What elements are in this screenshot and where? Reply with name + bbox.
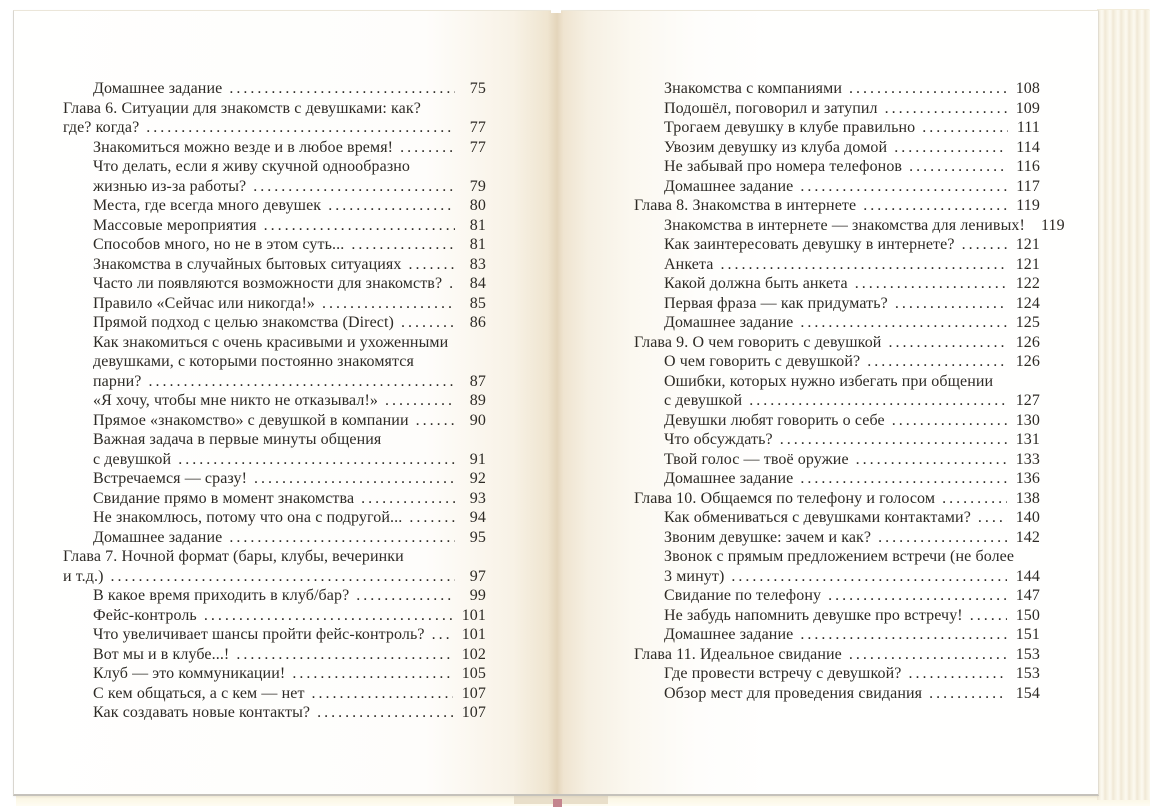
toc-page-number: 153: [1015, 645, 1040, 663]
toc-page-number: 144: [1015, 567, 1040, 585]
toc-entry-text: 3 минут): [664, 567, 725, 585]
toc-page-number: 130: [1015, 411, 1040, 429]
dot-leader: [849, 79, 1007, 99]
toc-page-number: 99: [469, 587, 486, 604]
toc-line-chapter: [634, 645, 1040, 665]
toc-line-subsection: [63, 216, 486, 236]
toc-page-number: 94: [469, 509, 486, 526]
toc-line-chapter: [63, 118, 486, 138]
toc-entry-text: Домашнее задание: [664, 626, 794, 643]
toc-line-subsection: [634, 294, 1040, 314]
toc-entry-text: Как обмениваться с девушками контактами?: [664, 509, 971, 526]
toc-entry-text: Домашнее задание: [93, 528, 223, 546]
toc-line-subsection: [634, 586, 1040, 606]
toc-line-subsection: [634, 157, 1040, 177]
dot-leader: [361, 489, 455, 509]
toc-entry-text: Фейс-контроль: [93, 606, 197, 624]
toc-page-number: 126: [1015, 333, 1040, 351]
toc-line-subsection: [634, 547, 1040, 567]
toc-page-number: 107: [461, 684, 486, 702]
toc-line-subsection: [63, 255, 486, 275]
toc-page-number: 108: [1015, 80, 1040, 97]
toc-page-number: 97: [469, 567, 486, 585]
toc-entry-text: Глава 9. О чем говорить с девушкой: [634, 333, 882, 351]
dot-leader: [749, 391, 1006, 411]
dot-leader: [885, 99, 1007, 119]
toc-entry-text: Как заинтересовать девушку в интернете?: [664, 236, 955, 253]
toc-entry-text: В какое время приходить в клуб/бар?: [93, 587, 350, 604]
dot-leader: [236, 645, 452, 665]
dot-leader: [800, 313, 1006, 333]
dot-leader: [895, 294, 1007, 314]
toc-line-subsection: [63, 313, 486, 333]
toc-page-number: 89: [469, 392, 486, 409]
toc-line-subsection: [634, 528, 1040, 548]
toc-page-number: 116: [1016, 158, 1040, 175]
toc-page-number: 153: [1015, 665, 1040, 682]
toc-page-number: 93: [469, 489, 486, 507]
toc-entry-text: Важная задача в первые минуты общения: [93, 431, 382, 448]
toc-page-number: 147: [1015, 587, 1040, 604]
toc-page-number: 81: [469, 216, 486, 234]
toc-entry-text: жизнью из-за работы?: [93, 177, 247, 195]
toc-page-number: 105: [461, 665, 486, 682]
toc-line-chapter: [634, 196, 1040, 216]
toc-page-number: 119: [1016, 197, 1040, 214]
toc-entry-text: Что увеличивает шансы пройти фейс-контроль?: [93, 626, 425, 643]
spine-top-gap: [551, 0, 561, 13]
toc-entry-text: Подошёл, поговорил и затупил: [664, 99, 878, 117]
toc-line-subsection: [63, 645, 486, 665]
toc-line-subsection: [63, 235, 486, 255]
toc-page-number: 92: [469, 470, 486, 487]
dot-leader: [800, 469, 1006, 489]
dot-leader: [867, 352, 1007, 372]
toc-entry-text: Знакомства с компаниями: [664, 80, 843, 97]
toc-page-number: 79: [469, 177, 486, 195]
toc-entry-text: Знакомиться можно везде и в любое время!: [93, 138, 394, 156]
toc-page-number: 86: [469, 314, 486, 331]
toc-entry-text: О чем говорить с девушкой?: [664, 353, 861, 370]
toc-page-number: 136: [1015, 470, 1040, 487]
toc-page-number: 121: [1015, 255, 1040, 273]
dot-leader: [922, 118, 1008, 138]
toc-entry-text: Девушки любят говорить о себе: [664, 411, 885, 429]
toc-line-subsection: [634, 352, 1040, 372]
toc-page-number: 154: [1015, 684, 1040, 702]
toc-entry-text: Как создавать новые контакты?: [93, 704, 311, 721]
toc-page-number: 83: [469, 255, 486, 273]
toc-line-chapter: [63, 567, 486, 587]
dot-leader: [800, 625, 1006, 645]
toc-line-chapter: [63, 547, 486, 567]
bookmark-ribbon-tip: [553, 799, 562, 807]
toc-entry-text: Как знакомиться с очень красивыми и ухоженными: [93, 333, 449, 351]
toc-entry-text: Не забывай про номера телефонов: [664, 158, 903, 175]
toc-page-number: 101: [461, 626, 486, 643]
toc-entry-text: Знакомства в случайных бытовых ситуациях: [93, 255, 402, 273]
toc-line-subsection: [634, 606, 1040, 626]
toc-page-number: 81: [469, 236, 486, 253]
dot-leader: [888, 333, 1006, 353]
dot-leader: [863, 196, 1007, 216]
toc-page-number: 87: [469, 372, 486, 390]
toc-entry-text: Правило «Сейчас или никогда!»: [93, 294, 315, 312]
dot-leader: [149, 372, 456, 392]
toc-line-subsection: [634, 684, 1040, 704]
dot-leader: [312, 684, 453, 704]
toc-line-subsection: [634, 430, 1040, 450]
dot-leader: [385, 391, 455, 411]
toc-line-subsection: [63, 586, 486, 606]
toc-line-subsection: [63, 196, 486, 216]
toc-page-number: 125: [1015, 314, 1040, 331]
toc-line-subsection: [63, 664, 486, 684]
toc-entry-text: Прямой подход с целью знакомства (Direct): [93, 314, 394, 331]
toc-line-subsection: [63, 138, 486, 158]
toc-entry-text: девушками, с которыми постоянно знакомятся: [93, 353, 414, 370]
dot-leader: [254, 469, 455, 489]
toc-line-subsection: [634, 372, 1040, 392]
dot-leader: [400, 138, 455, 158]
toc-page-number: 151: [1015, 626, 1040, 643]
toc-entry-text: Часто ли появляются возможности для знакомств?: [93, 275, 443, 292]
toc-entry-text: где? когда?: [63, 119, 140, 136]
toc-entry-text: парни?: [93, 372, 142, 390]
dot-leader: [970, 606, 1007, 626]
toc-entry-text: Анкета: [664, 255, 714, 273]
toc-page-number: 90: [469, 411, 486, 429]
dot-leader: [432, 625, 453, 645]
toc-page-number: 77: [469, 119, 486, 136]
toc-entry-text: Глава 10. Общаемся по телефону и голосом: [634, 489, 936, 507]
toc-line-subsection: [63, 177, 486, 197]
toc-page-number: 101: [461, 606, 486, 624]
toc-line-subsection: [634, 567, 1040, 587]
dot-leader: [909, 157, 1007, 177]
dot-leader: [449, 274, 455, 294]
toc-page-number: 140: [1015, 509, 1040, 526]
dot-leader: [856, 450, 1007, 470]
toc-line-subsection: [63, 294, 486, 314]
toc-page-number: 122: [1015, 275, 1040, 292]
toc-line-subsection: [63, 333, 486, 353]
dot-leader: [351, 235, 455, 255]
toc-line-subsection: [63, 274, 486, 294]
toc-line-subsection: [634, 508, 1040, 528]
toc-entry-text: Первая фраза — как придумать?: [664, 294, 888, 312]
toc-entry-text: Что обсуждать?: [664, 431, 773, 448]
toc-line-subsection: [63, 352, 486, 372]
dot-leader: [942, 489, 1007, 509]
dot-leader: [317, 703, 453, 723]
toc-page-number: 121: [1015, 236, 1040, 253]
toc-entry-text: «Я хочу, чтобы мне никто не отказывал!»: [93, 392, 379, 409]
toc-entry-text: Домашнее задание: [664, 314, 794, 331]
toc-line-subsection: [634, 216, 1065, 236]
toc-page-number: 109: [1015, 99, 1040, 117]
toc-page-number: 133: [1015, 450, 1040, 468]
toc-line-subsection: [63, 450, 486, 470]
toc-line-subsection: [63, 79, 486, 99]
dot-leader: [253, 177, 455, 197]
toc-entry-text: Свидание прямо в момент знакомства: [93, 489, 355, 507]
toc-line-subsection: [63, 391, 486, 411]
toc-entry-text: Глава 11. Идеальное свидание: [634, 645, 842, 663]
fanned-page-edges: [1097, 9, 1150, 800]
dot-leader: [978, 508, 1007, 528]
dot-leader: [878, 528, 1007, 548]
dot-leader: [962, 235, 1007, 255]
toc-page-number: 150: [1015, 606, 1040, 624]
toc-entry-text: Где провести встречу с девушкой?: [664, 665, 902, 682]
dot-leader: [204, 606, 453, 626]
dot-leader: [929, 684, 1007, 704]
dot-leader: [401, 313, 455, 333]
toc-line-subsection: [63, 157, 486, 177]
dot-leader: [731, 567, 1006, 587]
toc-entry-text: Знакомства в интернете — знакомства для ленивых!: [664, 216, 1025, 234]
dot-leader: [894, 138, 1007, 158]
toc-page-number: 95: [469, 528, 486, 546]
dot-leader: [322, 294, 455, 314]
toc-entry-text: Способов много, но не в этом суть...: [93, 236, 345, 253]
toc-entry-text: Домашнее задание: [664, 177, 794, 195]
toc-entry-text: Домашнее задание: [664, 470, 794, 487]
toc-entry-text: С кем общаться, а с кем — нет: [93, 684, 305, 702]
toc-line-subsection: [634, 625, 1040, 645]
toc-line-chapter: [634, 333, 1040, 353]
toc-line-subsection: [634, 450, 1040, 470]
toc-page-number: 84: [469, 275, 486, 292]
toc-entry-text: Прямое «знакомство» с девушкой в компании: [93, 411, 409, 429]
toc-line-subsection: [634, 118, 1040, 138]
toc-line-subsection: [634, 274, 1040, 294]
dot-leader: [720, 255, 1006, 275]
toc-entry-text: Массовые мероприятия: [93, 216, 257, 234]
toc-entry-text: и т.д.): [63, 567, 104, 585]
toc-line-subsection: [634, 99, 1040, 119]
toc-page-number: 75: [469, 80, 486, 97]
toc-line-subsection: [634, 313, 1040, 333]
toc-entry-text: Домашнее задание: [93, 80, 223, 97]
toc-left-page: [63, 79, 486, 723]
toc-page-number: 85: [469, 294, 486, 312]
toc-page-number: 91: [469, 450, 486, 468]
dot-leader: [908, 664, 1006, 684]
toc-entry-text: Не знакомлюсь, потому что она с подругой...: [93, 509, 403, 526]
toc-line-subsection: [63, 606, 486, 626]
toc-line-subsection: [634, 235, 1040, 255]
toc-entry-text: Ошибки, которых нужно избегать при общении: [664, 372, 994, 390]
toc-page-number: 119: [1040, 216, 1065, 234]
toc-entry-text: Увозим девушку из клуба домой: [664, 138, 888, 156]
toc-entry-text: Глава 7. Ночной формат (бары, клубы, вечеринки: [63, 548, 404, 565]
toc-entry-text: Звонок с прямым предложением встречи (не более: [664, 548, 1015, 565]
toc-line-subsection: [634, 79, 1040, 99]
dot-leader: [800, 177, 1007, 197]
toc-page-number: 124: [1015, 294, 1040, 312]
toc-line-subsection: [634, 138, 1040, 158]
dot-leader: [416, 411, 455, 431]
toc-page-number: 80: [469, 197, 486, 214]
toc-entry-text: Места, где всегда много девушек: [93, 197, 322, 214]
dot-leader: [356, 586, 455, 606]
dot-leader: [408, 255, 455, 275]
toc-line-subsection: [63, 469, 486, 489]
toc-page-number: 77: [469, 138, 486, 156]
toc-line-subsection: [634, 255, 1040, 275]
toc-page-number: 131: [1015, 431, 1040, 448]
toc-line-subsection: [63, 508, 486, 528]
toc-page-number: 127: [1015, 392, 1040, 409]
toc-page-number: 117: [1016, 177, 1040, 195]
toc-line-subsection: [634, 469, 1040, 489]
toc-entry-text: Звоним девушке: зачем и как?: [664, 528, 872, 546]
toc-line-subsection: [634, 664, 1040, 684]
dot-leader: [229, 528, 455, 548]
toc-line-subsection: [63, 528, 486, 548]
toc-line-subsection: [634, 391, 1040, 411]
toc-page-number: 102: [461, 645, 486, 663]
dot-leader: [178, 450, 455, 470]
toc-page-number: 111: [1016, 119, 1040, 136]
toc-entry-text: Встречаемся — сразу!: [93, 470, 248, 487]
dot-leader: [892, 411, 1007, 431]
toc-entry-text: Что делать, если я живу скучной однообразно: [93, 158, 411, 175]
dot-leader: [146, 118, 455, 138]
toc-right-page: [634, 79, 1065, 703]
toc-page-number: 107: [461, 704, 486, 721]
toc-entry-text: с девушкой: [664, 392, 743, 409]
dot-leader: [409, 508, 455, 528]
dot-leader: [855, 274, 1007, 294]
toc-entry-text: Трогаем девушку в клубе правильно: [664, 119, 916, 136]
toc-line-subsection: [63, 489, 486, 509]
toc-line-subsection: [63, 684, 486, 704]
toc-entry-text: Клуб — это коммуникации!: [93, 665, 286, 682]
toc-entry-text: Свидание по телефону: [664, 587, 822, 604]
toc-entry-text: Какой должна быть анкета: [664, 275, 848, 292]
toc-page-number: 126: [1015, 353, 1040, 370]
toc-line-subsection: [63, 411, 486, 431]
toc-page-number: 114: [1016, 138, 1040, 156]
toc-entry-text: Не забудь напомнить девушке про встречу!: [664, 606, 963, 624]
toc-entry-text: Глава 8. Знакомства в интернете: [634, 197, 857, 214]
toc-line-subsection: [634, 177, 1040, 197]
toc-entry-text: Обзор мест для проведения свидания: [664, 684, 923, 702]
toc-entry-text: Глава 6. Ситуации для знакомств с девушками: как?: [63, 99, 421, 117]
toc-entry-text: Вот мы и в клубе...!: [93, 645, 230, 663]
toc-entry-text: Твой голос — твоё оружие: [664, 450, 849, 468]
toc-page-number: 138: [1015, 489, 1040, 507]
dot-leader: [780, 430, 1007, 450]
dot-leader: [328, 196, 455, 216]
toc-line-subsection: [63, 703, 486, 723]
toc-line-chapter: [63, 99, 486, 119]
toc-line-subsection: [634, 411, 1040, 431]
dot-leader: [828, 586, 1007, 606]
toc-line-chapter: [634, 489, 1040, 509]
toc-line-subsection: [63, 372, 486, 392]
dot-leader: [264, 216, 455, 236]
dot-leader: [111, 567, 455, 587]
dot-leader: [849, 645, 1007, 665]
toc-page-number: 142: [1015, 528, 1040, 546]
toc-line-subsection: [63, 430, 486, 450]
toc-line-subsection: [63, 625, 486, 645]
toc-entry-text: с девушкой: [93, 450, 172, 468]
dot-leader: [229, 79, 455, 99]
dot-leader: [292, 664, 452, 684]
